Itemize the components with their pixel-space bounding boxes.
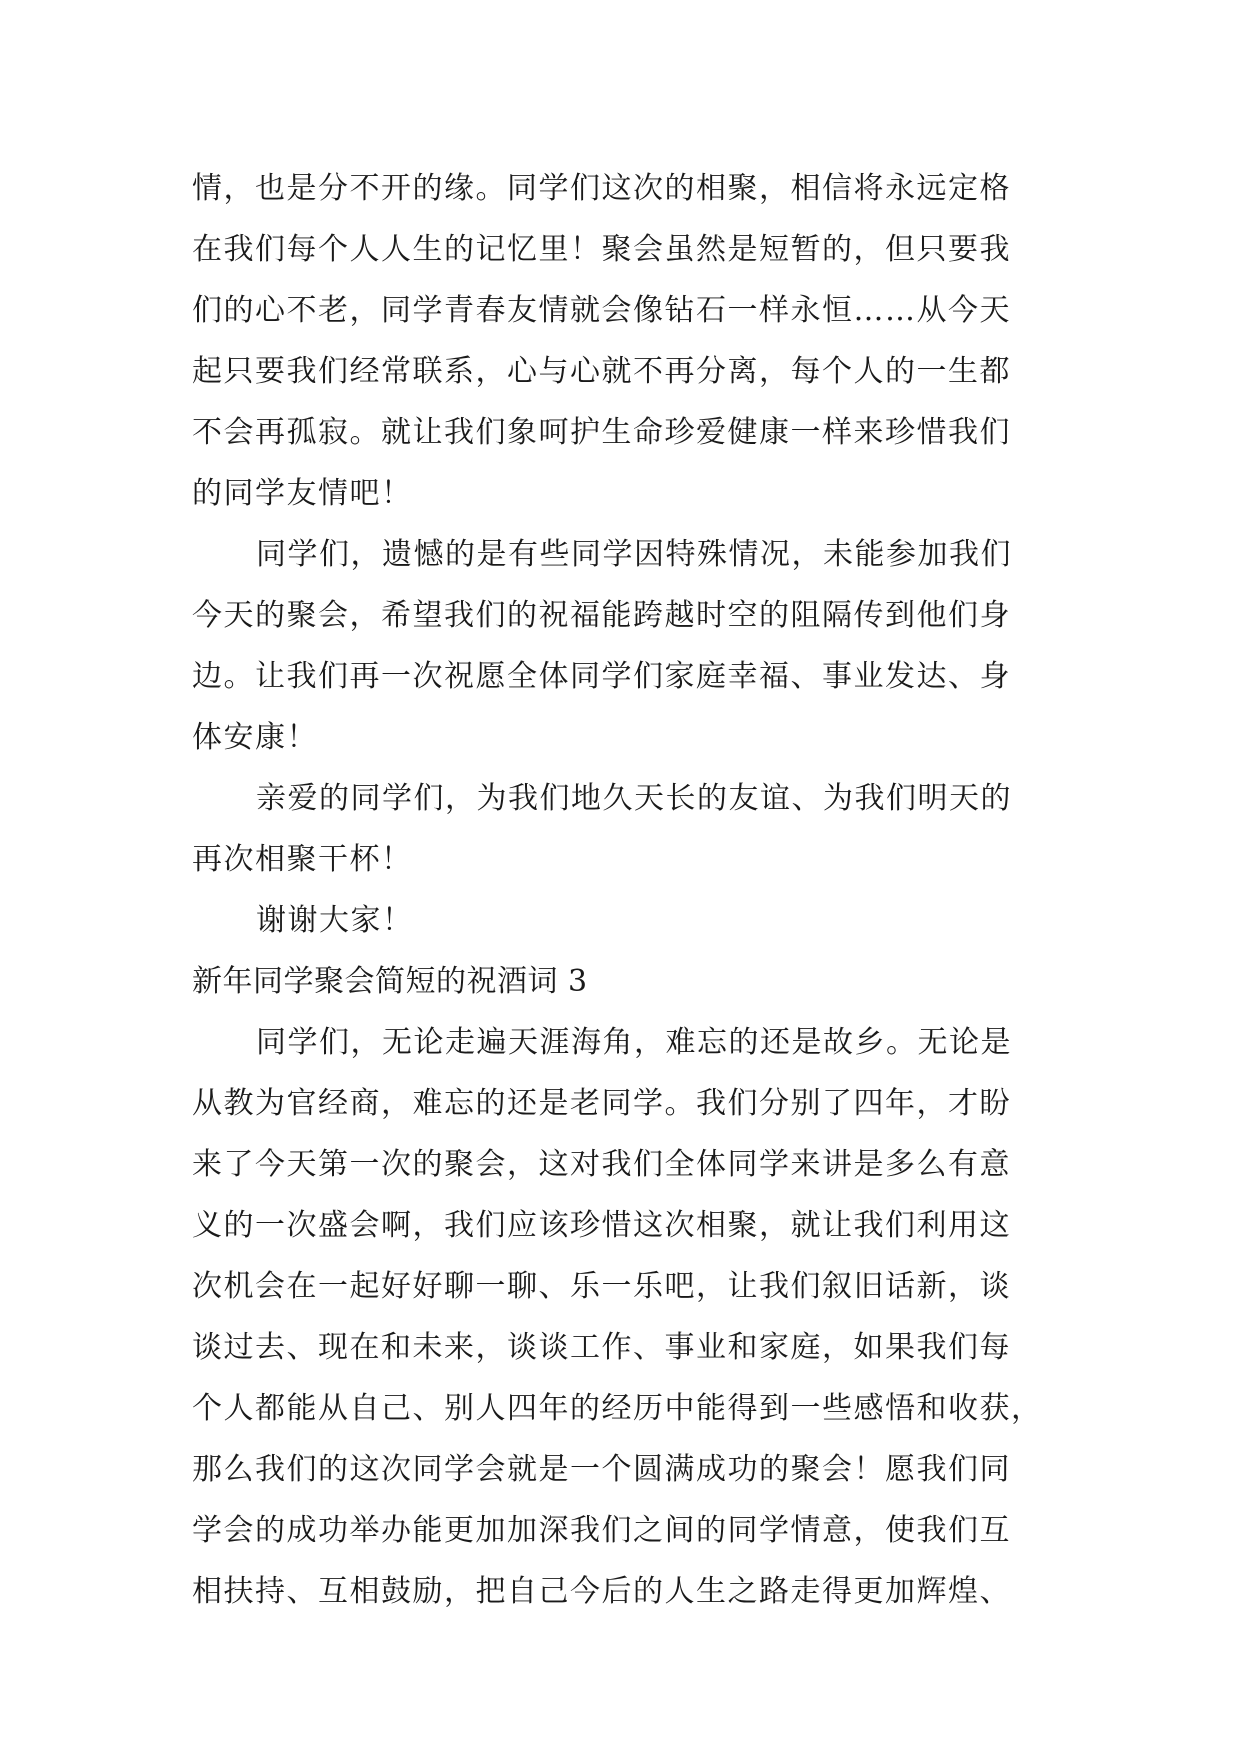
body-text-line: 情，也是分不开的缘。同学们这次的相聚，相信将永远定格 — [192, 171, 1011, 206]
body-text-line: 边。让我们再一次祝愿全体同学们家庭幸福、事业发达、身 — [192, 659, 1011, 694]
body-text-line: 从教为官经商，难忘的还是老同学。我们分别了四年，才盼 — [192, 1086, 1011, 1121]
body-text-line: 相扶持、互相鼓励，把自己今后的人生之路走得更加辉煌、 — [192, 1574, 1011, 1609]
body-text-line: 来了今天第一次的聚会，这对我们全体同学来讲是多么有意 — [192, 1147, 1011, 1182]
body-text-line: 体安康！ — [192, 720, 318, 755]
body-text-line: 学会的成功举办能更加加深我们之间的同学情意，使我们互 — [192, 1513, 1011, 1548]
body-text-line: 再次相聚干杯！ — [192, 842, 413, 877]
paragraph-first-line: 谢谢大家！ — [256, 903, 414, 938]
document-body — [192, 158, 1072, 1622]
body-text-line: 义的一次盛会啊，我们应该珍惜这次相聚，就让我们利用这 — [192, 1208, 1011, 1243]
body-text-line: 们的心不老，同学青春友情就会像钻石一样永恒……从今天 — [192, 293, 1011, 328]
body-text-line: 起只要我们经常联系，心与心就不再分离，每个人的一生都 — [192, 354, 1011, 389]
body-text-line: 在我们每个人人生的记忆里！聚会虽然是短暂的，但只要我 — [192, 232, 1011, 267]
paragraph-first-line: 同学们，遗憾的是有些同学因特殊情况，未能参加我们 — [256, 537, 1012, 572]
paragraph-first-line: 亲爱的同学们，为我们地久天长的友谊、为我们明天的 — [256, 781, 1012, 816]
paragraph-first-line: 同学们，无论走遍天涯海角，难忘的还是故乡。无论是 — [256, 1025, 1012, 1060]
section-heading: 新年同学聚会简短的祝酒词 3 — [192, 964, 588, 999]
body-text-line: 次机会在一起好好聊一聊、乐一乐吧，让我们叙旧话新，谈 — [192, 1269, 1011, 1304]
body-text-line: 不会再孤寂。就让我们象呵护生命珍爱健康一样来珍惜我们 — [192, 415, 1011, 450]
body-text-line: 谈过去、现在和未来，谈谈工作、事业和家庭，如果我们每 — [192, 1330, 1011, 1365]
body-text-line: 个人都能从自己、别人四年的经历中能得到一些感悟和收获， — [192, 1391, 1043, 1426]
body-text-line: 那么我们的这次同学会就是一个圆满成功的聚会！愿我们同 — [192, 1452, 1011, 1487]
body-text-line: 的同学友情吧！ — [192, 476, 413, 511]
body-text-line: 今天的聚会，希望我们的祝福能跨越时空的阻隔传到他们身 — [192, 598, 1011, 633]
